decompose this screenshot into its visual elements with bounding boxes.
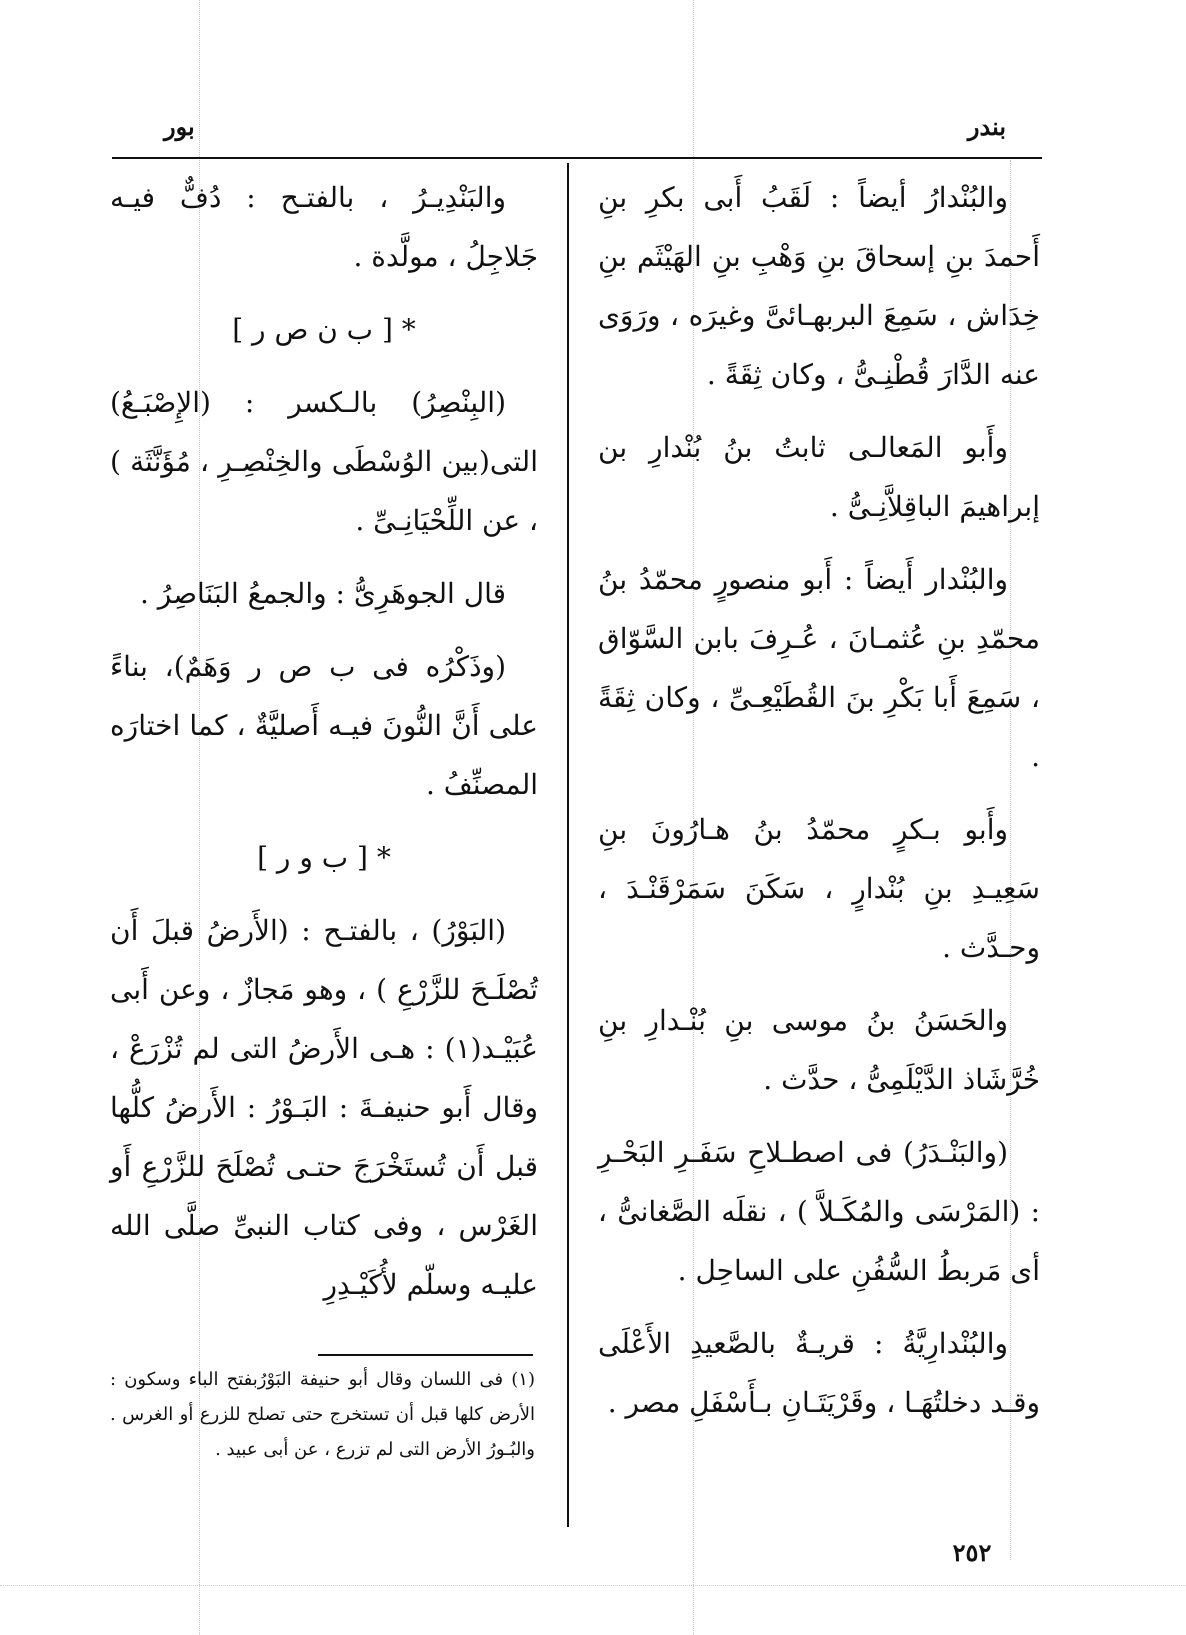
guide-line (0, 1585, 1186, 1586)
entry-paragraph: والبُنْدارُ أيضاً : لَقَبُ أَبى بكرِ بنِ أَحمدَ بنِ إسحاقَ بنِ وَهْبِ بنِ الهَيْثَم بنِ خِدَاش ، سَمِعَ البربهـائىَّ وغيرَه ، ورَوَى عنه الدَّارَ قُطْنِـىُّ ، وكان ثِقَةً . (598, 181, 1040, 391)
entry-paragraph: (البِنْصِرُ) بالـكسر : (الإِصْبَـعُ) التى(بين الوُسْطَى والخِنْصِـرِ ، مُؤَنَّثَة ) ، عن اللِّحْيَانِـىِّ . (110, 386, 538, 537)
entry-paragraph: وأَبو بـكرٍ محمّدُ بنُ هـارُونَ بنِ سَعِيـدِ بنِ بُنْدارٍ ، سَكَنَ سَمَرْقَنْـدَ ، وحـدَّث . (598, 813, 1040, 964)
entry-paragraph: قال الجوهَرِىُّ : والجمعُ البَنَاصِرُ . (139, 577, 506, 610)
page-number: ٢٥٢ (952, 1538, 992, 1567)
header-rule (112, 157, 1042, 159)
entry-paragraph: والبُنْدار أَيضاً : أَبو منصورٍ محمّدُ بنُ محمّدِ بنِ عُثمـانَ ، عُـرِفَ بابن السَّوّاق ، سَمِعَ أَبا بَكْرِ بنَ القُطَيْعِـىِّ ، وكان ثِقَةً . (598, 563, 1040, 773)
root-heading: * [ ب ن ص ر ] (232, 313, 416, 346)
root-heading: * [ ب و ر ] (257, 841, 391, 874)
entry-paragraph: والحَسَنُ بنُ موسى بنِ بُنْـدارِ بنِ خُرَّشَاذ الدَّيْلَمِىُّ ، حدَّث . (598, 1004, 1040, 1096)
column-divider (567, 163, 569, 1527)
entry-paragraph: (والبَنْـدَرُ) فى اصطـلاحِ سَفَـرِ البَحْـرِ : (المَرْسَى والمُكَـلاَّ ) ، نقلَه الصَّغانىُّ ، أى مَربطُ السُّفُنِ على الساحِل . (598, 1136, 1040, 1287)
entry-paragraph: (البَوْرُ) ، بالفتـح : (الأَرضُ قبلَ أَن تُصْلَـحَ للزَّرْعِ ) ، وهو مَجازٌ ، وعن أَبى عُبَيْـد(١) : هـى الأَرضُ التى لم تُزْرَعْ ، وقال أَبو حنيفـةَ : البَـوْرُ : الأَرضُ كلُّها قبل أَن تُستَخْرَجَ حتـى تُصْلَحَ للزَّرْعِ أَو الغَرْس ، وفى كتاب النبىِّ صلَّى الله عليـه وسلّم لأُكَيْـدِرِ (110, 914, 538, 1301)
footnote-rule (318, 1354, 533, 1356)
right-column (598, 168, 1040, 1446)
left-column (110, 168, 538, 1328)
entry-paragraph: والبَنْدِيـرُ ، بالفتـح : دُفٌّ فيـه جَلاجِلُ ، مولَّدة . (110, 181, 538, 273)
header-right-word: بندر (967, 112, 1006, 141)
header-left-word: بور (164, 112, 195, 141)
entry-paragraph: والبُنْدارِيَّةُ : قريـةٌ بالصَّعيدِ الأَعْلَى وقـد دخلتُهَـا ، وقَرْيَتَـانِ بـأَسْفَلِ مصر . (598, 1327, 1040, 1419)
entry-paragraph: وأَبو المَعالـى ثابتُ بنُ بُنْدارِ بن إبراهيمَ الباقِلاَّنِـىُّ . (598, 431, 1040, 523)
footnote: (١) فى اللسان وقال أبو حنيفة البَوْرُبفتح الباء وسكون : الأرض كلها قبل أن تستخرج حتى تصلح للزرع أو الغرس . والبُـورُ الأرض التى لم تزرع ، عن أبى عبيد . (110, 1369, 535, 1460)
entry-paragraph: (وذَكْرُه فى ب ص ر وَهَمٌ)، بناءً على أَنَّ النُّونَ فيـه أَصليَّةٌ ، كما اختارَه المصنِّفُ . (110, 650, 538, 801)
